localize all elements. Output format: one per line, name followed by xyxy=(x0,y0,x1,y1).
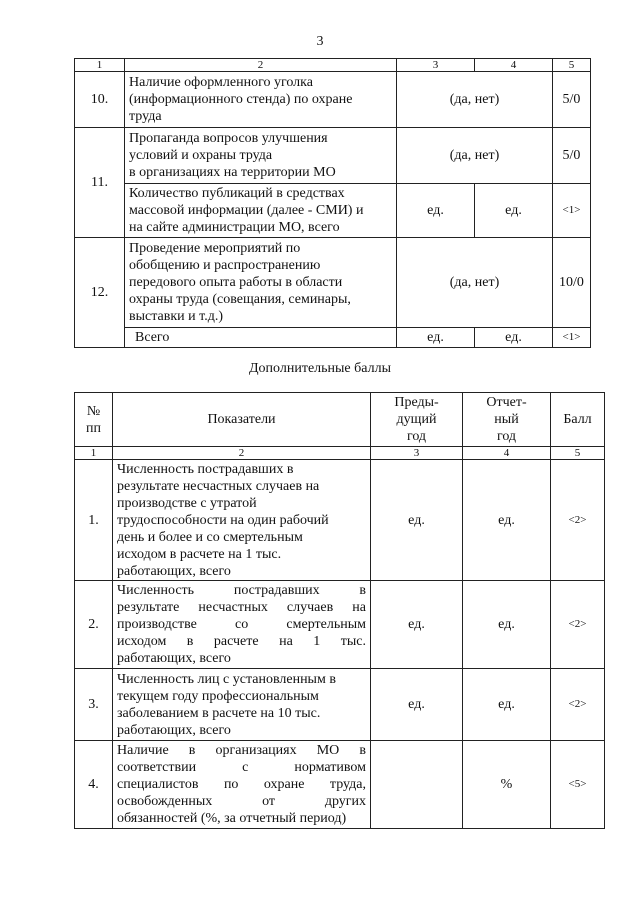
col-number: 1 xyxy=(75,59,125,72)
report-year-value: ед. xyxy=(463,581,551,669)
text-line: труда xyxy=(129,109,162,124)
row-indicator xyxy=(125,238,397,328)
table-row xyxy=(75,581,605,669)
header-score: Балл xyxy=(551,393,605,447)
criteria-table-continuation xyxy=(74,58,591,348)
row-number: 3. xyxy=(75,669,113,741)
row-score: 5/0 xyxy=(553,128,591,184)
row-value: (да, нет) xyxy=(397,128,553,184)
table-row xyxy=(75,128,591,184)
table-row xyxy=(75,460,605,581)
row-number: 1. xyxy=(75,460,113,581)
page-number: 3 xyxy=(316,34,324,49)
prev-year-value: ед. xyxy=(371,460,463,581)
header-line: год xyxy=(496,429,517,444)
text-line: Проведение мероприятий по xyxy=(129,241,301,256)
text-line: передового опыта работы в области xyxy=(129,275,343,290)
row-number: 12. xyxy=(75,238,125,348)
report-year-value: ед. xyxy=(463,669,551,741)
prev-year-value: ед. xyxy=(371,581,463,669)
header-line: ный xyxy=(494,412,519,427)
row-score: <5> xyxy=(551,741,605,829)
header-row xyxy=(75,393,605,447)
report-year-value: ед. xyxy=(475,184,553,238)
text-line: обязанностей (%, за отчетный период) xyxy=(117,811,347,826)
header-indicator: Показатели xyxy=(113,393,371,447)
table-row xyxy=(75,238,591,328)
report-year-value: ед. xyxy=(463,460,551,581)
text-line: освобожденных от других xyxy=(117,794,366,809)
table-row xyxy=(75,741,605,829)
text-line: день и более и со смертельным xyxy=(117,529,303,545)
col-number: 3 xyxy=(371,447,463,460)
header-line: дущий xyxy=(396,412,437,427)
col-number: 4 xyxy=(475,59,553,72)
prev-year-value xyxy=(371,741,463,829)
table-row xyxy=(75,669,605,741)
col-number: 2 xyxy=(113,447,371,460)
table-subrow xyxy=(75,184,591,238)
text-line: Количество публикаций в средствах xyxy=(129,186,345,201)
report-year-value: % xyxy=(463,741,551,829)
text-line: в организациях на территории МО xyxy=(129,165,336,180)
header-line: № xyxy=(86,403,101,419)
row-score: 10/0 xyxy=(553,238,591,328)
row-indicator xyxy=(125,128,397,184)
text-line: заболеванием в расчете на 10 тыс. xyxy=(117,705,321,721)
row-number: 11. xyxy=(75,128,125,238)
col-number: 5 xyxy=(551,447,605,460)
text-line: обобщению и распространению xyxy=(129,258,321,273)
text-line: работающих, всего xyxy=(117,651,231,666)
text-line: трудоспособности на один рабочий xyxy=(117,512,329,528)
total-label: Всего xyxy=(135,330,170,345)
row-score: <2> xyxy=(551,581,605,669)
text-line: производстве со смертельным xyxy=(117,617,366,632)
col-number: 1 xyxy=(75,447,113,460)
header-num xyxy=(75,393,113,447)
table-subrow xyxy=(75,328,591,348)
col-number: 2 xyxy=(125,59,397,72)
row-indicator xyxy=(125,72,397,128)
col-number: 3 xyxy=(397,59,475,72)
row-indicator xyxy=(113,741,371,829)
header-line: год xyxy=(406,429,427,444)
text-line: работающих, всего xyxy=(117,722,231,738)
row-indicator xyxy=(113,581,371,669)
header-line: Преды- xyxy=(394,395,439,410)
text-line: Численность пострадавших в xyxy=(117,583,366,598)
row-number: 4. xyxy=(75,741,113,829)
prev-year-value: ед. xyxy=(397,184,475,238)
text-line: выставки и т.д.) xyxy=(129,309,223,324)
column-number-row xyxy=(75,447,605,460)
table-row xyxy=(75,72,591,128)
text-line: результате несчастных случаев на xyxy=(117,600,366,615)
text-line: Численность лиц с установленным в xyxy=(117,671,336,687)
text-line: массовой информации (далее - СМИ) и xyxy=(129,203,364,218)
row-score: 5/0 xyxy=(553,72,591,128)
header-line: пп xyxy=(86,420,101,436)
text-line: Численность пострадавших в xyxy=(117,461,294,477)
text-line: Наличие в организациях МО в xyxy=(117,743,366,758)
col-number: 5 xyxy=(553,59,591,72)
text-line: охраны труда (совещания, семинары, xyxy=(129,292,351,307)
header-prev-year xyxy=(371,393,463,447)
section-title: Дополнительные баллы xyxy=(249,361,391,376)
row-score: <1> xyxy=(553,328,591,348)
text-line: условий и охраны труда xyxy=(129,148,273,163)
text-line: работающих, всего xyxy=(117,563,231,579)
row-number: 10. xyxy=(75,72,125,128)
text-line: (информационного стенда) по охране xyxy=(129,92,353,107)
additional-points-table xyxy=(74,392,605,829)
text-line: исходом в расчете на 1 тыс. xyxy=(117,634,366,649)
text-line: исходом в расчете на 1 тыс. xyxy=(117,546,282,562)
text-line: Наличие оформленного уголка xyxy=(129,75,313,90)
subrow-indicator xyxy=(125,184,397,238)
text-line: соответствии с нормативом xyxy=(117,760,366,775)
text-line: специалистов по охране труда, xyxy=(117,777,366,792)
text-line: результате несчастных случаев на xyxy=(117,478,320,494)
text-line: на сайте администрации МО, всего xyxy=(129,220,340,235)
subrow-indicator xyxy=(125,328,397,348)
text-line: производстве с утратой xyxy=(117,495,257,511)
column-number-row xyxy=(75,59,591,72)
prev-year-value: ед. xyxy=(397,328,475,348)
text-line: Пропаганда вопросов улучшения xyxy=(129,131,328,146)
row-value: (да, нет) xyxy=(397,72,553,128)
col-number: 4 xyxy=(463,447,551,460)
row-value: (да, нет) xyxy=(397,238,553,328)
row-indicator xyxy=(113,669,371,741)
row-score: <1> xyxy=(553,184,591,238)
prev-year-value: ед. xyxy=(371,669,463,741)
row-number: 2. xyxy=(75,581,113,669)
text-line: текущем году профессиональным xyxy=(117,688,319,704)
report-year-value: ед. xyxy=(475,328,553,348)
row-score: <2> xyxy=(551,669,605,741)
row-indicator xyxy=(113,460,371,581)
header-report-year xyxy=(463,393,551,447)
row-score: <2> xyxy=(551,460,605,581)
header-line: Отчет- xyxy=(486,395,527,410)
